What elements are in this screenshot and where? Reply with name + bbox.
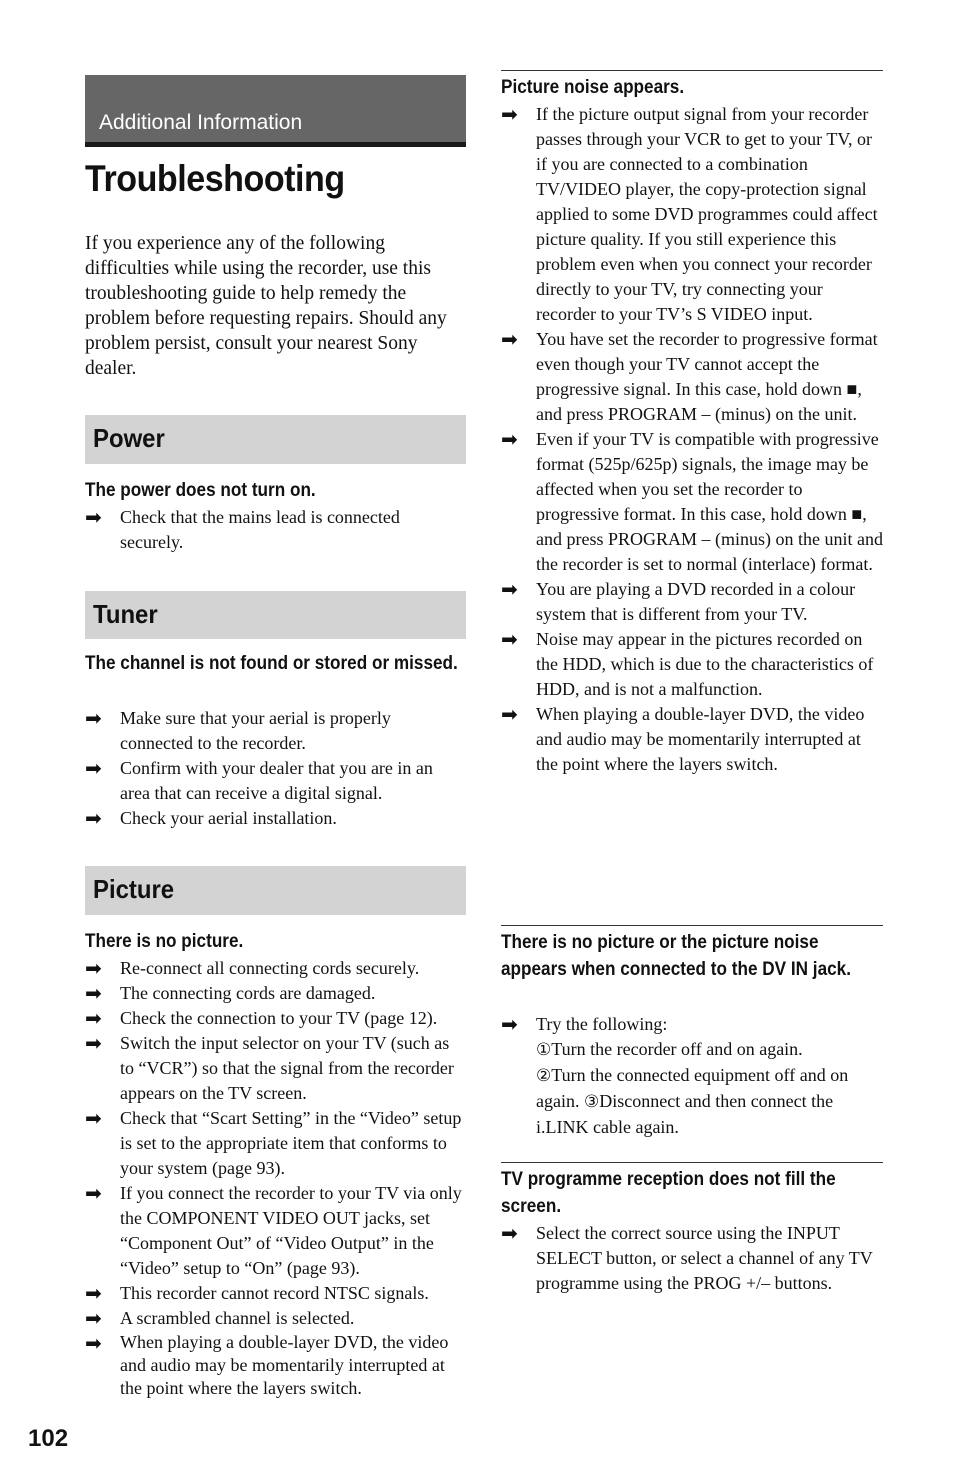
arrow-icon: ➡ xyxy=(501,627,518,651)
arrow-icon: ➡ xyxy=(501,427,518,451)
arrow-icon: ➡ xyxy=(85,1281,102,1305)
divider xyxy=(501,1162,883,1163)
answer-list xyxy=(85,706,466,831)
answer-list xyxy=(85,505,466,555)
list-item xyxy=(501,427,883,577)
list-item xyxy=(501,1221,883,1296)
arrow-icon: ➡ xyxy=(85,756,102,780)
list-item xyxy=(501,577,883,627)
list-item-text: This recorder cannot record NTSC signals. xyxy=(120,1283,429,1303)
section-heading-power xyxy=(85,415,466,464)
question-heading-text: There is no picture or the picture noise appears when connected to the DV IN jack. xyxy=(501,931,851,980)
list-item-text: The connecting cords are damaged. xyxy=(120,983,376,1003)
page-title: Troubleshooting xyxy=(85,158,345,199)
arrow-icon: ➡ xyxy=(85,1181,102,1205)
arrow-icon: ➡ xyxy=(85,981,102,1005)
section-heading-text: Picture xyxy=(93,874,175,904)
list-item xyxy=(85,956,466,981)
list-item xyxy=(501,702,883,777)
arrow-icon: ➡ xyxy=(85,1006,102,1030)
question-heading xyxy=(85,650,466,677)
section-tab-label: Additional Information xyxy=(99,111,303,134)
answer-list xyxy=(501,1221,883,1296)
list-item xyxy=(85,1106,466,1181)
list-item-text: When playing a double-layer DVD, the video and audio may be momentarily interrupted at the point where the layers switch. xyxy=(536,704,865,774)
step-number-icon: ③ xyxy=(583,1092,600,1112)
question-heading xyxy=(501,1166,883,1220)
arrow-icon: ➡ xyxy=(501,327,518,351)
list-item-text: Try the following: xyxy=(536,1014,668,1034)
question-heading-text: The power does not turn on. xyxy=(85,479,316,501)
list-item xyxy=(85,1031,466,1106)
step-text: Turn the recorder off and on again. xyxy=(551,1039,803,1059)
list-item xyxy=(85,981,466,1006)
list-item xyxy=(85,706,466,756)
arrow-icon: ➡ xyxy=(501,577,518,601)
list-item xyxy=(501,1012,883,1140)
list-item xyxy=(85,1181,466,1281)
list-item-text: If the picture output signal from your recorder passes through your VCR to get to your TV, or if you are connected to a combination TV/VIDEO player, the copy-protection signal applied to some DVD programmes could affect picture quality. If you still experience this problem even when you connect your recorder directly to your TV, try connecting your recorder to your TV’s S VIDEO input. xyxy=(536,104,878,324)
arrow-icon: ➡ xyxy=(85,806,102,830)
list-item-text: Check your aerial installation. xyxy=(120,808,337,828)
list-item-text: You have set the recorder to progressive format even though your TV cannot accept the progressive signal. In this case, hold down ■, and press PROGRAM – (minus) on the unit. xyxy=(536,329,878,424)
section-heading-picture xyxy=(85,866,466,915)
question-heading-text: Picture noise appears. xyxy=(501,76,685,98)
list-item-text: Check the connection to your TV (page 12). xyxy=(120,1008,438,1028)
arrow-icon: ➡ xyxy=(85,505,102,529)
step-number-icon: ② xyxy=(536,1066,552,1086)
answer-list xyxy=(501,1012,883,1140)
arrow-icon: ➡ xyxy=(501,1221,518,1245)
question-heading xyxy=(85,477,466,504)
question-heading xyxy=(501,74,883,101)
arrow-icon: ➡ xyxy=(85,706,102,730)
step-text: Disconnect and then connect the i.LINK cable again. xyxy=(536,1091,834,1137)
section-tab xyxy=(85,75,466,147)
section-heading-text: Tuner xyxy=(93,599,158,629)
list-item xyxy=(85,1281,466,1306)
step-number-icon: ① xyxy=(536,1040,552,1060)
list-item-text: Check that “Scart Setting” in the “Video” setup is set to the appropriate item that conforms to your system (page 93). xyxy=(120,1108,462,1178)
step-text: Turn the connected equipment off and on again. xyxy=(536,1065,849,1111)
question-heading xyxy=(85,928,466,955)
arrow-icon: ➡ xyxy=(85,956,102,980)
question-heading-text: There is no picture. xyxy=(85,930,244,952)
list-item xyxy=(85,1306,466,1331)
answer-list xyxy=(501,102,883,777)
arrow-icon: ➡ xyxy=(85,1331,102,1355)
list-item-text: Select the correct source using the INPUT SELECT button, or select a channel of any TV programme using the PROG +/– buttons. xyxy=(536,1223,873,1293)
list-item-text: Confirm with your dealer that you are in an area that can receive a digital signal. xyxy=(120,758,433,803)
question-heading-text: The channel is not found or stored or missed. xyxy=(85,652,458,674)
list-item-text: Check that the mains lead is connected securely. xyxy=(120,507,400,552)
list-item xyxy=(85,1006,466,1031)
intro-paragraph: If you experience any of the following difficulties while using the recorder, use this troubleshooting guide to help remedy the problem before requesting repairs. Should any problem persist, consult your nearest Sony dealer. xyxy=(85,233,447,379)
divider xyxy=(501,70,883,71)
list-item-text: Re-connect all connecting cords securely. xyxy=(120,958,420,978)
list-item-text: Switch the input selector on your TV (such as to “VCR”) so that the signal from the recorder appears on the TV screen. xyxy=(120,1033,454,1103)
list-item xyxy=(85,1331,466,1400)
list-item xyxy=(85,756,466,806)
question-heading-text: TV programme reception does not fill the screen. xyxy=(501,1168,836,1217)
answer-list xyxy=(85,956,466,1400)
arrow-icon: ➡ xyxy=(85,1306,102,1330)
arrow-icon: ➡ xyxy=(501,702,518,726)
list-item-text: Even if your TV is compatible with progressive format (525p/625p) signals, the image may be affected when you set the recorder to progressive format. In this case, hold down ■, and press PROGRAM – (minus) on the unit and the recorder is set to normal (interlace) format. xyxy=(536,429,883,574)
question-heading xyxy=(501,929,883,983)
list-item-text: When playing a double-layer DVD, the video and audio may be momentarily interrupted at the point where the layers switch. xyxy=(120,1332,449,1398)
section-heading-tuner xyxy=(85,591,466,639)
list-item-text: If you connect the recorder to your TV via only the COMPONENT VIDEO OUT jacks, set “Component Out” of “Video Output” in the “Video” setup to “On” (page 93). xyxy=(120,1183,462,1278)
list-item xyxy=(85,505,466,555)
list-item-text: Noise may appear in the pictures recorded on the HDD, which is due to the characteristics of HDD, and is not a malfunction. xyxy=(536,629,874,699)
section-heading-text: Power xyxy=(93,423,165,453)
page-number: 102 xyxy=(28,1425,69,1452)
list-item xyxy=(501,102,883,327)
arrow-icon: ➡ xyxy=(85,1031,102,1055)
arrow-icon: ➡ xyxy=(85,1106,102,1130)
list-item xyxy=(501,327,883,427)
arrow-icon: ➡ xyxy=(501,102,518,126)
list-item-text: Make sure that your aerial is properly connected to the recorder. xyxy=(120,708,391,753)
list-item-text: You are playing a DVD recorded in a colour system that is different from your TV. xyxy=(536,579,856,624)
list-item xyxy=(501,627,883,702)
divider xyxy=(501,925,883,926)
list-item-text: A scrambled channel is selected. xyxy=(120,1308,355,1328)
arrow-icon: ➡ xyxy=(501,1012,518,1036)
list-item xyxy=(85,806,466,831)
